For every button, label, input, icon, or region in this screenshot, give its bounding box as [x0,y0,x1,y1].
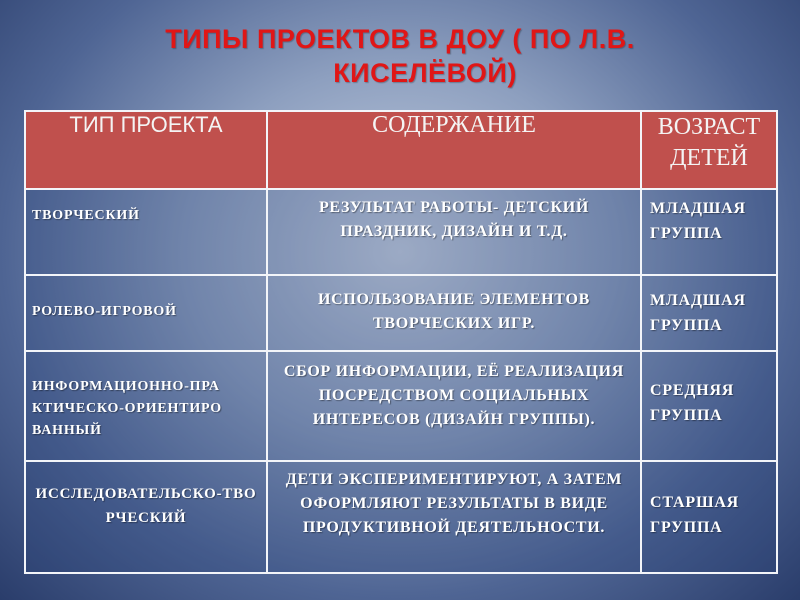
header-content: СОДЕРЖАНИЕ [267,111,641,189]
content-text: ДЕТИ ЭКСПЕРИМЕНТИРУЮТ, А ЗАТЕМ ОФОРМЛЯЮТ РЕЗУЛЬТАТЫ В ВИДЕ ПРОДУКТИВНОЙ ДЕЯТЕЛЬНОСТИ. [285,471,623,536]
table-row [25,189,777,275]
type-text: ИССЛЕДОВАТЕЛЬСКО-ТВОРЧЕСКИЙ [35,486,257,526]
age-cell [641,275,777,351]
table-row [25,351,777,461]
age-text: СТАРШАЯ ГРУППА [650,494,740,536]
table-row [25,461,777,573]
slide-title-line-1: ТИПЫ ПРОЕКТОВ В ДОУ ( ПО Л.В. [165,24,635,54]
content-text: ИСПОЛЬЗОВАНИЕ ЭЛЕМЕНТОВ ТВОРЧЕСКИХ ИГР. [318,291,590,332]
age-text: МЛАДШАЯ ГРУППА [650,292,746,334]
header-project-type: ТИП ПРОЕКТА [25,111,267,189]
type-cell [25,461,267,573]
age-text: СРЕДНЯЯ ГРУППА [650,382,735,424]
type-text: ИНФОРМАЦИОННО-ПРАКТИЧЕСКО-ОРИЕНТИРОВАННЫЙ [32,379,223,438]
type-cell [25,189,267,275]
slide-title-line-2: КИСЕЛЁВОЙ) [333,58,517,88]
age-text: МЛАДШАЯ ГРУППА [650,200,746,242]
age-cell [641,189,777,275]
type-text: ТВОРЧЕСКИЙ [32,208,140,223]
type-text: РОЛЕВО-ИГРОВОЙ [32,304,177,319]
age-cell [641,461,777,573]
type-cell [25,275,267,351]
content-cell [267,461,641,573]
content-text: РЕЗУЛЬТАТ РАБОТЫ- ДЕТСКИЙ ПРАЗДНИК, ДИЗАЙН И Т.Д. [318,199,590,240]
header-children-age: ВОЗРАСТ ДЕТЕЙ [641,111,777,189]
content-cell [267,275,641,351]
age-cell [641,351,777,461]
table-header-row [25,111,777,189]
content-cell [267,351,641,461]
slide-title [0,22,800,90]
content-cell [267,189,641,275]
content-text: СБОР ИНФОРМАЦИИ, ЕЁ РЕАЛИЗАЦИЯ ПОСРЕДСТВОМ СОЦИАЛЬНЫХ ИНТЕРЕСОВ (ДИЗАЙН ГРУППЫ). [283,363,625,428]
table-row [25,275,777,351]
type-cell [25,351,267,461]
project-types-table [24,110,778,574]
